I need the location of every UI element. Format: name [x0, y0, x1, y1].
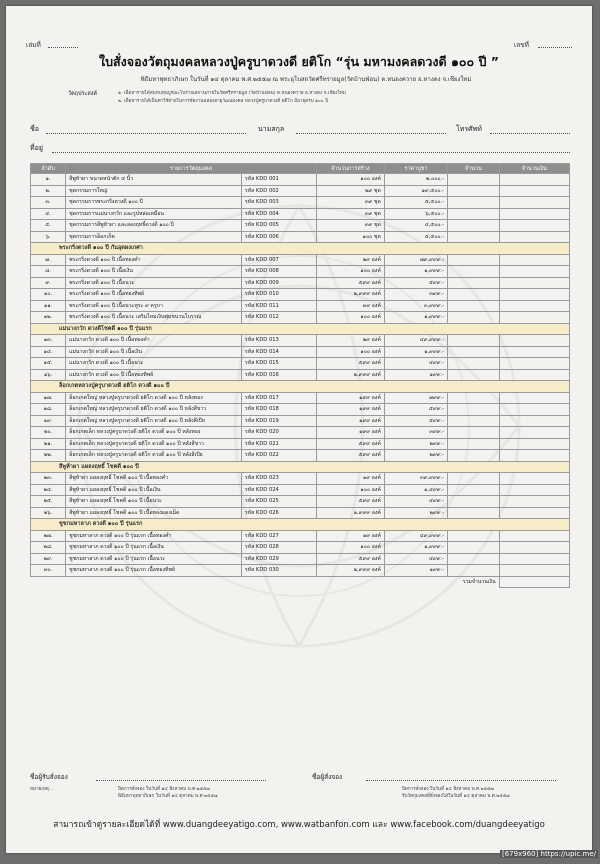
item-amount-input[interactable] — [448, 312, 500, 324]
serial-number-label: เลขที่ — [514, 41, 529, 49]
item-code: รหัส KDD 004 — [241, 208, 316, 220]
item-name: ชูชกมหาลาภ ดวงดี ๑๐๐ ปี รุ่นแรก เนื้อนวะ — [66, 553, 242, 565]
item-number: ๒๓. — [31, 473, 66, 485]
item-price: ๔๙,๙๙๙.- — [384, 335, 447, 347]
item-name: ล็อกเกตใหญ่ หลวงปู่ครูบาดวงดี ยติโก ดวงดี ๑๐๐ ปี หลังสีเปีย — [66, 415, 242, 427]
item-total-input[interactable] — [499, 369, 569, 381]
item-quantity-made: ๑๙ องค์ — [316, 530, 384, 542]
serial-number-line[interactable] — [538, 47, 572, 48]
item-name: สีพูห้าผา ขนาดหน้าตัก ๕ นิ้ว — [66, 174, 242, 186]
item-name: ชุดกรรมการพระกริ่งดวงดี ๑๐๐ ปี — [66, 197, 242, 209]
left-receive-date: พิธีมหาพุทธาภิเษก ในวันที่ ๑๔ ตุลาคม พ.ศ.๒๕๕๗ — [118, 794, 218, 799]
item-amount-input[interactable] — [448, 174, 500, 186]
section-title: สีพูห้าผา แผลงฤทธิ์ โชคดี ๑๐๐ ปี — [31, 461, 570, 473]
item-quantity-made: ๑๙๙ องค์ — [316, 392, 384, 404]
item-number: ๒๔. — [31, 484, 66, 496]
item-quantity-made: ๒๙ องค์ — [316, 254, 384, 266]
buyer-signature-label: ชื่อผู้รับสั่งจอง — [30, 773, 68, 781]
table-row — [31, 450, 570, 462]
item-amount-input[interactable] — [448, 507, 500, 519]
item-amount-input[interactable] — [448, 542, 500, 554]
footer-websites: สามารถเข้าดูรายละเอียดได้ที่ www.duangdeeyatigo.com, www.watbanfon.com และ www.facebook.com/duangdeeyatigo — [53, 820, 545, 830]
item-quantity-made: ๑๙๙ องค์ — [316, 404, 384, 416]
table-row — [31, 473, 570, 485]
item-code: รหัส KDD 024 — [241, 484, 316, 496]
item-number: ๑๑. — [31, 300, 66, 312]
ceremony-subtitle: พิธีมหาพุทธาภิเษก ในวันที่ ๑๔ ตุลาคม พ.ศ.๒๕๕๗ ณ พระอุโบสถวัดศรีทรายมูล(วัดบ้านฟ่อน) ต.หนองควาย อ.หางดง จ.เชียงใหม่ — [140, 76, 472, 83]
item-number: ๕. — [31, 220, 66, 232]
item-amount-input[interactable] — [448, 415, 500, 427]
section-row — [31, 519, 570, 531]
item-amount-input[interactable] — [448, 484, 500, 496]
item-name: พระกริ่งดวงดี ๑๐๐ ปี เนื้อนวะ เสริมไหมเงินพุ่มชนวนโบราณ — [66, 312, 242, 324]
item-amount-input[interactable] — [448, 427, 500, 439]
item-price: ๕๙๙.- — [384, 277, 447, 289]
item-code: รหัส KDD 019 — [241, 415, 316, 427]
item-number: ๑๒. — [31, 312, 66, 324]
item-code: รหัส KDD 008 — [241, 266, 316, 278]
item-code: รหัส KDD 001 — [241, 174, 316, 186]
item-amount-input[interactable] — [448, 277, 500, 289]
item-amount-input[interactable] — [448, 450, 500, 462]
item-price: ๕,๕๐๐.- — [384, 197, 447, 209]
item-code: รหัส KDD 005 — [241, 220, 316, 232]
item-name: ชุดกรรมการสีพูห้าผา และลองฤทธิ์ดวงดี ๑๐๐ ปี — [66, 220, 242, 232]
order-table — [30, 163, 570, 588]
table-row — [31, 185, 570, 197]
table-row — [31, 208, 570, 220]
item-quantity-made: ๒๙ องค์ — [316, 335, 384, 347]
right-receive-date: รับวัตถุมงคลที่สั่งจองได้ในวันที่ ๑๔ ตุลาคม พ.ศ.๒๕๕๗ — [402, 794, 510, 799]
upload-watermark: [679x960] https://upic.me/ — [502, 850, 597, 858]
item-quantity-made: ๑๐๐ องค์ — [316, 484, 384, 496]
item-quantity-made: ๕๙๙ องค์ — [316, 277, 384, 289]
item-code: รหัส KDD 015 — [241, 358, 316, 370]
item-total-input[interactable] — [499, 174, 569, 186]
section-title: แม่นางกวัก ดวงดีโชคดี ๑๐๐ ปี รุ่นแรก — [31, 323, 570, 335]
item-amount-input[interactable] — [448, 185, 500, 197]
item-amount-input[interactable] — [448, 369, 500, 381]
item-name: พระกริ่งดวงดี ๑๐๐ ปี เนื้อนวะ — [66, 277, 242, 289]
item-code: รหัส KDD 012 — [241, 312, 316, 324]
table-row — [31, 553, 570, 565]
item-code: รหัส KDD 021 — [241, 438, 316, 450]
item-code: รหัส KDD 010 — [241, 289, 316, 301]
item-total-input[interactable] — [499, 312, 569, 324]
item-total-input[interactable] — [499, 392, 569, 404]
item-quantity-made: ๑๙๙ องค์ — [316, 415, 384, 427]
table-row — [31, 335, 570, 347]
item-code: รหัส KDD 022 — [241, 450, 316, 462]
col-price: ราคาบูชา — [384, 164, 447, 174]
table-row — [31, 415, 570, 427]
table-row — [31, 300, 570, 312]
item-price: ๑,๙๙๙.- — [384, 266, 447, 278]
item-name: แม่นางกวัก ดวงดี ๑๐๐ ปี เนื้อนวะ — [66, 358, 242, 370]
item-number: ๓๐. — [31, 565, 66, 577]
item-total-input[interactable] — [499, 530, 569, 542]
col-quantity-made: จำนวนการสร้าง — [316, 164, 384, 174]
item-price: ๓,๙๙๙.- — [384, 300, 447, 312]
item-number: ๑๐. — [31, 289, 66, 301]
table-row — [31, 346, 570, 358]
item-name: ชูชกมหาลาภ ดวงดี ๑๐๐ ปี รุ่นแรก เนื้อทองทิพย์ — [66, 565, 242, 577]
item-total-input[interactable] — [499, 231, 569, 243]
item-amount-input[interactable] — [448, 530, 500, 542]
item-price: ๓๙,๙๙๙.- — [384, 473, 447, 485]
col-total: จำนวนเงิน — [499, 164, 569, 174]
table-row — [31, 174, 570, 186]
table-row — [31, 427, 570, 439]
item-code: รหัส KDD 006 — [241, 231, 316, 243]
purpose-1: ๑. เพื่อหารายได้สมทบทุนบูรณะโบราณสถานภายในวัดศรีทรายมูล (วัดบ้านฟ่อน) ต.หนองควาย อ.หางดง จ.เชียงใหม่ — [118, 91, 346, 96]
item-number: ๒๘. — [31, 542, 66, 554]
col-item: รายการวัตถุมงคล — [66, 164, 317, 174]
item-name: ล็อกเกตใหญ่ หลวงปู่ครูบาดวงดี ยติโก ดวงดี ๑๐๐ ปี หลังสีขาว — [66, 404, 242, 416]
section-row — [31, 461, 570, 473]
item-name: สีพูห้าผา แผลงฤทธิ์ โชคดี ๑๐๐ ปี เนื้อนวะ — [66, 496, 242, 508]
item-price: ๖,๕๐๐.- — [384, 208, 447, 220]
item-total-input[interactable] — [499, 335, 569, 347]
item-price: ๗๙๙.- — [384, 392, 447, 404]
item-name: สีพูห้าผา แผลงฤทธิ์ โชคดี ๑๐๐ ปี เนื้อทองแดงเม็ด — [66, 507, 242, 519]
item-quantity-made: ๕๙๙ องค์ — [316, 450, 384, 462]
item-name: ชูชกมหาลาภ ดวงดี ๑๐๐ ปี รุ่นแรก เนื้อเงิน — [66, 542, 242, 554]
item-total-input[interactable] — [499, 220, 569, 232]
table-row — [31, 277, 570, 289]
item-price: ๒,๐๐๐.- — [384, 174, 447, 186]
section-row — [31, 323, 570, 335]
item-number: ๒๕. — [31, 496, 66, 508]
right-close-date: ปิดการสั่งจอง ในวันที่ ๑๔ สิงหาคม พ.ศ.๒๕๕๗ — [402, 787, 494, 792]
book-number-label: เล่มที่ — [26, 41, 41, 49]
surname-label: นามสกุล — [258, 125, 285, 133]
phone-field[interactable] — [490, 133, 570, 134]
item-total-input[interactable] — [499, 185, 569, 197]
item-total-input[interactable] — [499, 254, 569, 266]
item-number: ๑๘. — [31, 404, 66, 416]
item-name: ชุดกรรมการแม่นางกวัก และรูปหล่อเหมือน — [66, 208, 242, 220]
item-code: รหัส KDD 014 — [241, 346, 316, 358]
order-form-page — [6, 6, 592, 853]
item-quantity-made: ๓๙ องค์ — [316, 300, 384, 312]
book-number-line[interactable] — [48, 47, 78, 48]
item-amount-input[interactable] — [448, 289, 500, 301]
item-name: ล็อกเกตใหญ่ หลวงปู่ครูบาดวงดี ยติโก ดวงดี ๑๐๐ ปี หลังทอง — [66, 392, 242, 404]
total-label: รวมจำนวนเงิน — [462, 579, 496, 585]
table-row — [31, 392, 570, 404]
buyer-signature-line[interactable] — [96, 780, 266, 781]
item-price: ๑๙๙.- — [384, 565, 447, 577]
item-name: ล็อกเกตเล็ก หลวงปู่ครูบาดวงดี ยติโก ดวงดี ๑๐๐ ปี หลังทอง — [66, 427, 242, 439]
table-row — [31, 438, 570, 450]
item-total-input[interactable] — [499, 565, 569, 577]
item-number: ๗. — [31, 254, 66, 266]
item-price: ๒๙๙.- — [384, 507, 447, 519]
purpose-2: ๒. เพื่อหารายได้เป็นค่าใช้จ่ายในการจัดงานฉลองอายุวัฒนมงคล หลวงปู่ครูบาดวงดี ยติโก มีอายุครบ ๑๐๐ ปี — [118, 99, 328, 104]
address-field[interactable] — [52, 152, 570, 153]
item-quantity-made: ๕๙๙ องค์ — [316, 358, 384, 370]
item-amount-input[interactable] — [448, 358, 500, 370]
item-number: ๑๔. — [31, 346, 66, 358]
item-number: ๘. — [31, 266, 66, 278]
item-amount-input[interactable] — [448, 346, 500, 358]
item-amount-input[interactable] — [448, 335, 500, 347]
item-code: รหัส KDD 007 — [241, 254, 316, 266]
phone-label: โทรศัพท์ — [456, 125, 482, 133]
item-total-input[interactable] — [499, 507, 569, 519]
item-amount-input[interactable] — [448, 208, 500, 220]
item-price: ๔๙,๙๙๙.- — [384, 530, 447, 542]
seller-signature-label: ชื่อผู้สั่งจอง — [312, 773, 343, 781]
item-price: ๕๙๙.- — [384, 404, 447, 416]
item-price: ๑,๙๙๙.- — [384, 346, 447, 358]
item-price: ๔๙๙.- — [384, 553, 447, 565]
table-row — [31, 220, 570, 232]
item-amount-input[interactable] — [448, 473, 500, 485]
item-quantity-made: ๑๐๐ องค์ — [316, 542, 384, 554]
item-price: ๑,๔๙๙.- — [384, 484, 447, 496]
table-header-row — [31, 164, 570, 174]
item-total-input[interactable] — [499, 484, 569, 496]
item-total-input[interactable] — [499, 346, 569, 358]
item-number: ๑๖. — [31, 369, 66, 381]
item-price: ๑๙,๕๐๐.- — [384, 185, 447, 197]
item-quantity-made: ๓๙ ชุด — [316, 220, 384, 232]
item-amount-input[interactable] — [448, 197, 500, 209]
item-name: แม่นางกวัก ดวงดี ๑๐๐ ปี เนื้อทองคำ — [66, 335, 242, 347]
item-number: ๖. — [31, 231, 66, 243]
item-number: ๓. — [31, 197, 66, 209]
item-code: รหัส KDD 030 — [241, 565, 316, 577]
table-row — [31, 358, 570, 370]
item-total-input[interactable] — [499, 427, 569, 439]
item-quantity-made: ๒,๙๙๙ องค์ — [316, 289, 384, 301]
item-total-input[interactable] — [499, 496, 569, 508]
item-total-input[interactable] — [499, 208, 569, 220]
section-title: ล็อกเกตหลวงปู่ครูบาดวงดี ยติโก ดวงดี ๑๐๐ ปี — [31, 381, 570, 393]
table-row — [31, 266, 570, 278]
item-number: ๒. — [31, 185, 66, 197]
item-total-input[interactable] — [499, 553, 569, 565]
item-quantity-made: ๑๐๐ องค์ — [316, 346, 384, 358]
item-price: ๕,๕๐๐.- — [384, 231, 447, 243]
item-price: ๑,๙๙๙.- — [384, 312, 447, 324]
item-amount-input[interactable] — [448, 254, 500, 266]
item-code: รหัส KDD 027 — [241, 530, 316, 542]
item-price: ๓๙๙.- — [384, 427, 447, 439]
item-name: พระกริ่งดวงดี ๑๐๐ ปี เนื้อเงิน — [66, 266, 242, 278]
item-name: ล็อกเกตเล็ก หลวงปู่ครูบาดวงดี ยติโก ดวงดี ๑๐๐ ปี หลังสีเปีย — [66, 450, 242, 462]
item-code: รหัส KDD 011 — [241, 300, 316, 312]
section-row — [31, 381, 570, 393]
left-close-date: ปิดการสั่งจอง ในวันที่ ๑๔ สิงหาคม พ.ศ.๒๕๕๗ — [118, 787, 210, 792]
item-number: ๑๕. — [31, 358, 66, 370]
item-total-input[interactable] — [499, 450, 569, 462]
item-quantity-made: ๑๐๐ องค์ — [316, 174, 384, 186]
item-name: แม่นางกวัก ดวงดี ๑๐๐ ปี เนื้อทองทิพย์ — [66, 369, 242, 381]
item-quantity-made: ๑,๙๙๙ องค์ — [316, 507, 384, 519]
total-row — [31, 576, 570, 588]
item-name: พระกริ่งดวงดี ๑๐๐ ปี เนื้อนวะหูระ ๙ ครูบา — [66, 300, 242, 312]
item-number: ๒๗. — [31, 530, 66, 542]
item-price: ๔๙๙.- — [384, 358, 447, 370]
item-code: รหัส KDD 025 — [241, 496, 316, 508]
item-quantity-made: ๑๙๙ องค์ — [316, 427, 384, 439]
item-name: ชุดกรรมการล็อกเก็ต — [66, 231, 242, 243]
item-price: ๓๙๙.- — [384, 289, 447, 301]
item-number: ๒๖. — [31, 507, 66, 519]
item-amount-input[interactable] — [448, 565, 500, 577]
surname-field[interactable] — [296, 133, 446, 134]
item-amount-input[interactable] — [448, 300, 500, 312]
name-label: ชื่อ — [30, 125, 39, 133]
table-row — [31, 530, 570, 542]
address-label: ที่อยู่ — [30, 144, 43, 152]
item-price: ๗๙,๙๙๙.- — [384, 254, 447, 266]
item-number: ๒๐. — [31, 427, 66, 439]
table-row — [31, 231, 570, 243]
item-name: ชุดกรรมการใหญ่ — [66, 185, 242, 197]
item-total-input[interactable] — [499, 277, 569, 289]
table-row — [31, 542, 570, 554]
item-name: ชูชกมหาลาภ ดวงดี ๑๐๐ ปี รุ่นแรก เนื้อทองคำ — [66, 530, 242, 542]
item-quantity-made: ๓๙ ชุด — [316, 208, 384, 220]
table-row — [31, 289, 570, 301]
item-total-input[interactable] — [499, 300, 569, 312]
item-code: รหัส KDD 023 — [241, 473, 316, 485]
item-amount-input[interactable] — [448, 496, 500, 508]
name-field[interactable] — [46, 133, 246, 134]
table-row — [31, 369, 570, 381]
item-code: รหัส KDD 017 — [241, 392, 316, 404]
col-no: ลำดับ — [31, 164, 66, 174]
item-code: รหัส KDD 026 — [241, 507, 316, 519]
col-amount: จำนวน — [448, 164, 500, 174]
seller-signature-line[interactable] — [366, 780, 556, 781]
section-title: พระกริ่งดวงดี ๑๐๐ ปี กันอุดผงเกศา — [31, 243, 570, 255]
item-total-input[interactable] — [499, 197, 569, 209]
item-amount-input[interactable] — [448, 266, 500, 278]
item-quantity-made: ๑๐๐ องค์ — [316, 312, 384, 324]
item-amount-input[interactable] — [448, 553, 500, 565]
item-total-input[interactable] — [499, 404, 569, 416]
item-price: ๔๙๙.- — [384, 496, 447, 508]
section-title: ชูชกมหาลาภ ดวงดี ๑๐๐ ปี รุ่นแรก — [31, 519, 570, 531]
item-total-input[interactable] — [499, 358, 569, 370]
note-label: หมายเหตุ... — [30, 787, 54, 792]
section-row — [31, 243, 570, 255]
table-row — [31, 484, 570, 496]
item-code: รหัส KDD 016 — [241, 369, 316, 381]
item-code: รหัส KDD 003 — [241, 197, 316, 209]
item-code: รหัส KDD 009 — [241, 277, 316, 289]
item-quantity-made: ๕๙๙ องค์ — [316, 496, 384, 508]
item-number: ๑๓. — [31, 335, 66, 347]
item-quantity-made: ๒,๙๙๙ องค์ — [316, 565, 384, 577]
item-number: ๑. — [31, 174, 66, 186]
item-price: ๑๙๙.- — [384, 369, 447, 381]
item-total-input[interactable] — [499, 289, 569, 301]
item-total-input[interactable] — [499, 438, 569, 450]
item-total-input[interactable] — [499, 473, 569, 485]
item-amount-input[interactable] — [448, 404, 500, 416]
item-price: ๒๙๙.- — [384, 438, 447, 450]
table-row — [31, 565, 570, 577]
item-quantity-made: ๕๙๙ องค์ — [316, 438, 384, 450]
table-row — [31, 404, 570, 416]
item-name: แม่นางกวัก ดวงดี ๑๐๐ ปี เนื้อเงิน — [66, 346, 242, 358]
table-row — [31, 254, 570, 266]
form-title: ใบสั่งจองวัตถุมงคลหลวงปู่ครูบาดวงดี ยติโก “รุ่น มหามงคลดวงดี ๑๐๐ ปี ” — [99, 54, 499, 69]
total-amount-cell[interactable] — [499, 576, 569, 588]
item-quantity-made: ๑๙ องค์ — [316, 473, 384, 485]
item-code: รหัส KDD 029 — [241, 553, 316, 565]
item-amount-input[interactable] — [448, 220, 500, 232]
item-number: ๒๒. — [31, 450, 66, 462]
item-name: พระกริ่งดวงดี ๑๐๐ ปี เนื้อทองคำ — [66, 254, 242, 266]
item-price: ๑,๙๙๙.- — [384, 542, 447, 554]
item-total-input[interactable] — [499, 266, 569, 278]
item-quantity-made: ๑๐๐ ชุด — [316, 231, 384, 243]
item-amount-input[interactable] — [448, 392, 500, 404]
item-amount-input[interactable] — [448, 231, 500, 243]
item-total-input[interactable] — [499, 542, 569, 554]
item-quantity-made: ๓๙ ชุด — [316, 197, 384, 209]
item-price: ๔,๕๐๐.- — [384, 220, 447, 232]
item-price: ๕๙๙.- — [384, 415, 447, 427]
table-row — [31, 197, 570, 209]
item-code: รหัส KDD 013 — [241, 335, 316, 347]
item-quantity-made: ๕๙๙ องค์ — [316, 553, 384, 565]
item-number: ๙. — [31, 277, 66, 289]
table-row — [31, 312, 570, 324]
item-name: สีพูห้าผา แผลงฤทธิ์ โชคดี ๑๐๐ ปี เนื้อทองคำ — [66, 473, 242, 485]
item-name: พระกริ่งดวงดี ๑๐๐ ปี เนื้อทองทิพย์ — [66, 289, 242, 301]
item-price: ๒๙๙.- — [384, 450, 447, 462]
item-number: ๒๙. — [31, 553, 66, 565]
item-code: รหัส KDD 002 — [241, 185, 316, 197]
item-code: รหัส KDD 020 — [241, 427, 316, 439]
item-quantity-made: ๒,๙๙๙ องค์ — [316, 369, 384, 381]
item-amount-input[interactable] — [448, 438, 500, 450]
table-row — [31, 496, 570, 508]
item-total-input[interactable] — [499, 415, 569, 427]
item-name: สีพูห้าผา แผลงฤทธิ์ โชคดี ๑๐๐ ปี เนื้อเงิน — [66, 484, 242, 496]
item-number: ๑๗. — [31, 392, 66, 404]
item-name: ล็อกเกตเล็ก หลวงปู่ครูบาดวงดี ยติโก ดวงดี ๑๐๐ ปี หลังสีขาว — [66, 438, 242, 450]
item-code: รหัส KDD 028 — [241, 542, 316, 554]
item-code: รหัส KDD 018 — [241, 404, 316, 416]
item-number: ๑๙. — [31, 415, 66, 427]
item-number: ๒๑. — [31, 438, 66, 450]
purpose-label: วัตถุประสงค์ — [68, 91, 98, 97]
table-row — [31, 507, 570, 519]
item-quantity-made: ๑๐๐ องค์ — [316, 266, 384, 278]
item-quantity-made: ๒๙ ชุด — [316, 185, 384, 197]
item-number: ๔. — [31, 208, 66, 220]
